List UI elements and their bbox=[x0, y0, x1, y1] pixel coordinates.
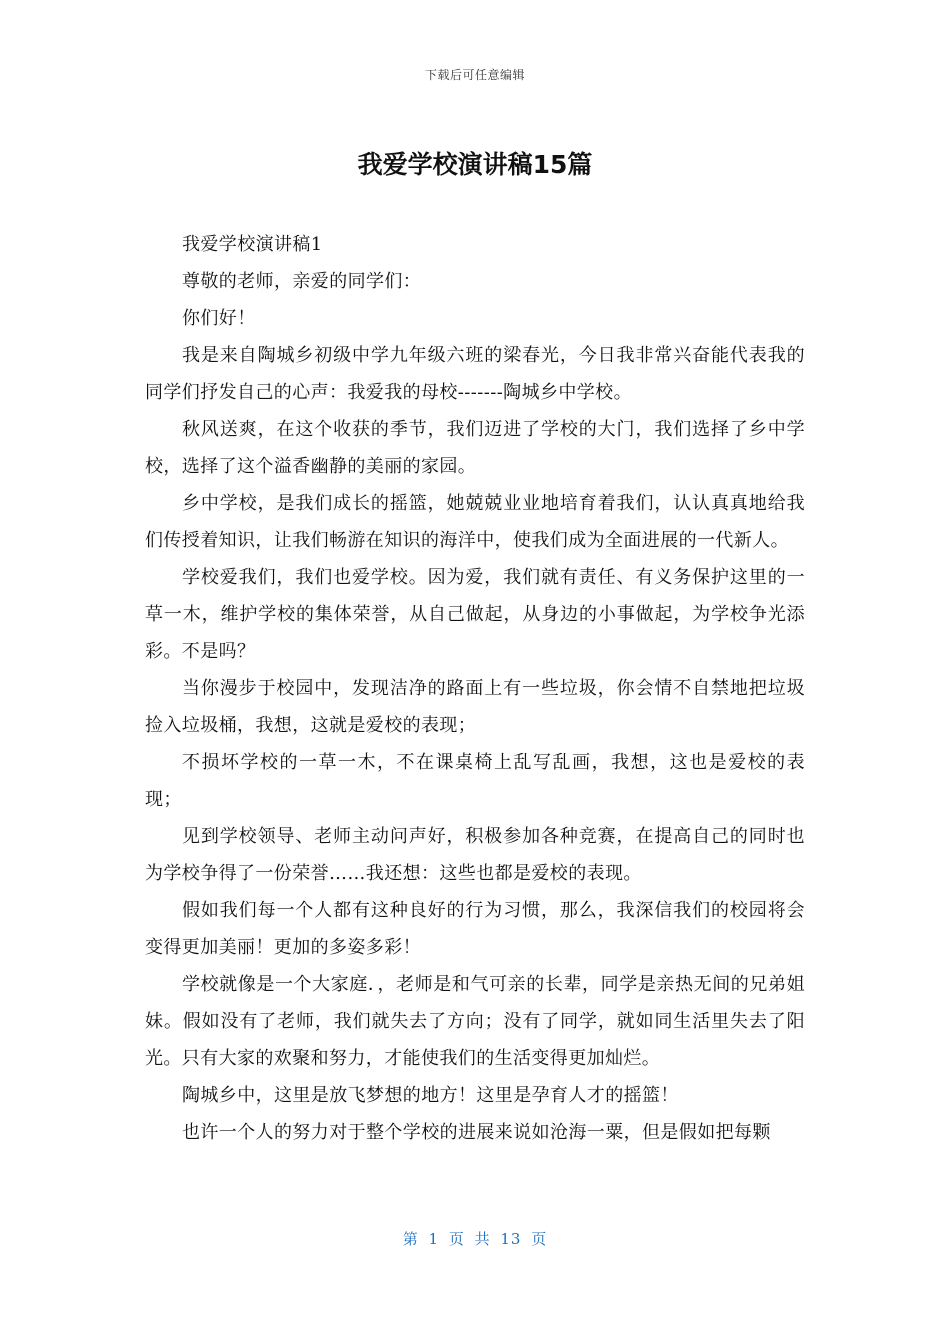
paragraph: 尊敬的老师，亲爱的同学们： bbox=[182, 271, 422, 292]
paragraph: 陶城乡中，这里是放飞梦想的地方！这里是孕育人才的摇篮！ bbox=[182, 1085, 679, 1106]
paragraph: 当你漫步于校园中，发现洁净的路面上有一些垃圾，你会情不自禁地把垃圾捡入垃圾桶，我想，这就是爱校的表现； bbox=[145, 678, 805, 736]
paragraph: 乡中学校，是我们成长的摇篮，她兢兢业业地培育着我们，认认真真地给我们传授着知识，让我们畅游在知识的海洋中，使我们成为全面进展的一代新人。 bbox=[145, 493, 805, 551]
paragraph: 秋风送爽，在这个收获的季节，我们迈进了学校的大门，我们选择了乡中学校，选择了这个溢香幽静的美丽的家园。 bbox=[145, 419, 805, 477]
paragraph: 见到学校领导、老师主动问声好，积极参加各种竞赛，在提高自己的同时也为学校争得了一份荣誉……我还想：这些也都是爱校的表现。 bbox=[145, 826, 805, 884]
paragraph: 也许一个人的努力对于整个学校的进展来说如沧海一粟，但是假如把每颗 bbox=[182, 1122, 771, 1143]
document-body bbox=[145, 226, 805, 1151]
paragraph: 不损坏学校的一草一木，不在课桌椅上乱写乱画，我想，这也是爱校的表现； bbox=[145, 752, 805, 810]
paragraph: 假如我们每一个人都有这种良好的行为习惯，那么，我深信我们的校园将会变得更加美丽！更加的多姿多彩！ bbox=[145, 900, 805, 958]
paragraph: 学校就像是一个大家庭．，老师是和气可亲的长辈，同学是亲热无间的兄弟姐妹。假如没有了老师，我们就失去了方向；没有了同学，就如同生活里失去了阳光。只有大家的欢聚和努力，才能使我们的生活变得更加灿烂。 bbox=[145, 974, 805, 1069]
header-note: 下载后可任意编辑 bbox=[424, 68, 525, 82]
paragraph: 我是来自陶城乡初级中学九年级六班的梁春光，今日我非常兴奋能代表我的同学们抒发自己的心声：我爱我的母校-------陶城乡中学校。 bbox=[145, 345, 805, 403]
paragraph: 学校爱我们，我们也爱学校。因为爱，我们就有责任、有义务保护这里的一草一木，维护学校的集体荣誉，从自己做起，从身边的小事做起，为学校争光添彩。不是吗？ bbox=[145, 567, 805, 662]
page-footer: 第 1 页 共 13 页 bbox=[402, 1230, 548, 1248]
document-title: 我爱学校演讲稿15篇 bbox=[357, 150, 593, 179]
paragraph: 你们好！ bbox=[182, 308, 256, 329]
paragraph: 我爱学校演讲稿1 bbox=[182, 234, 323, 255]
